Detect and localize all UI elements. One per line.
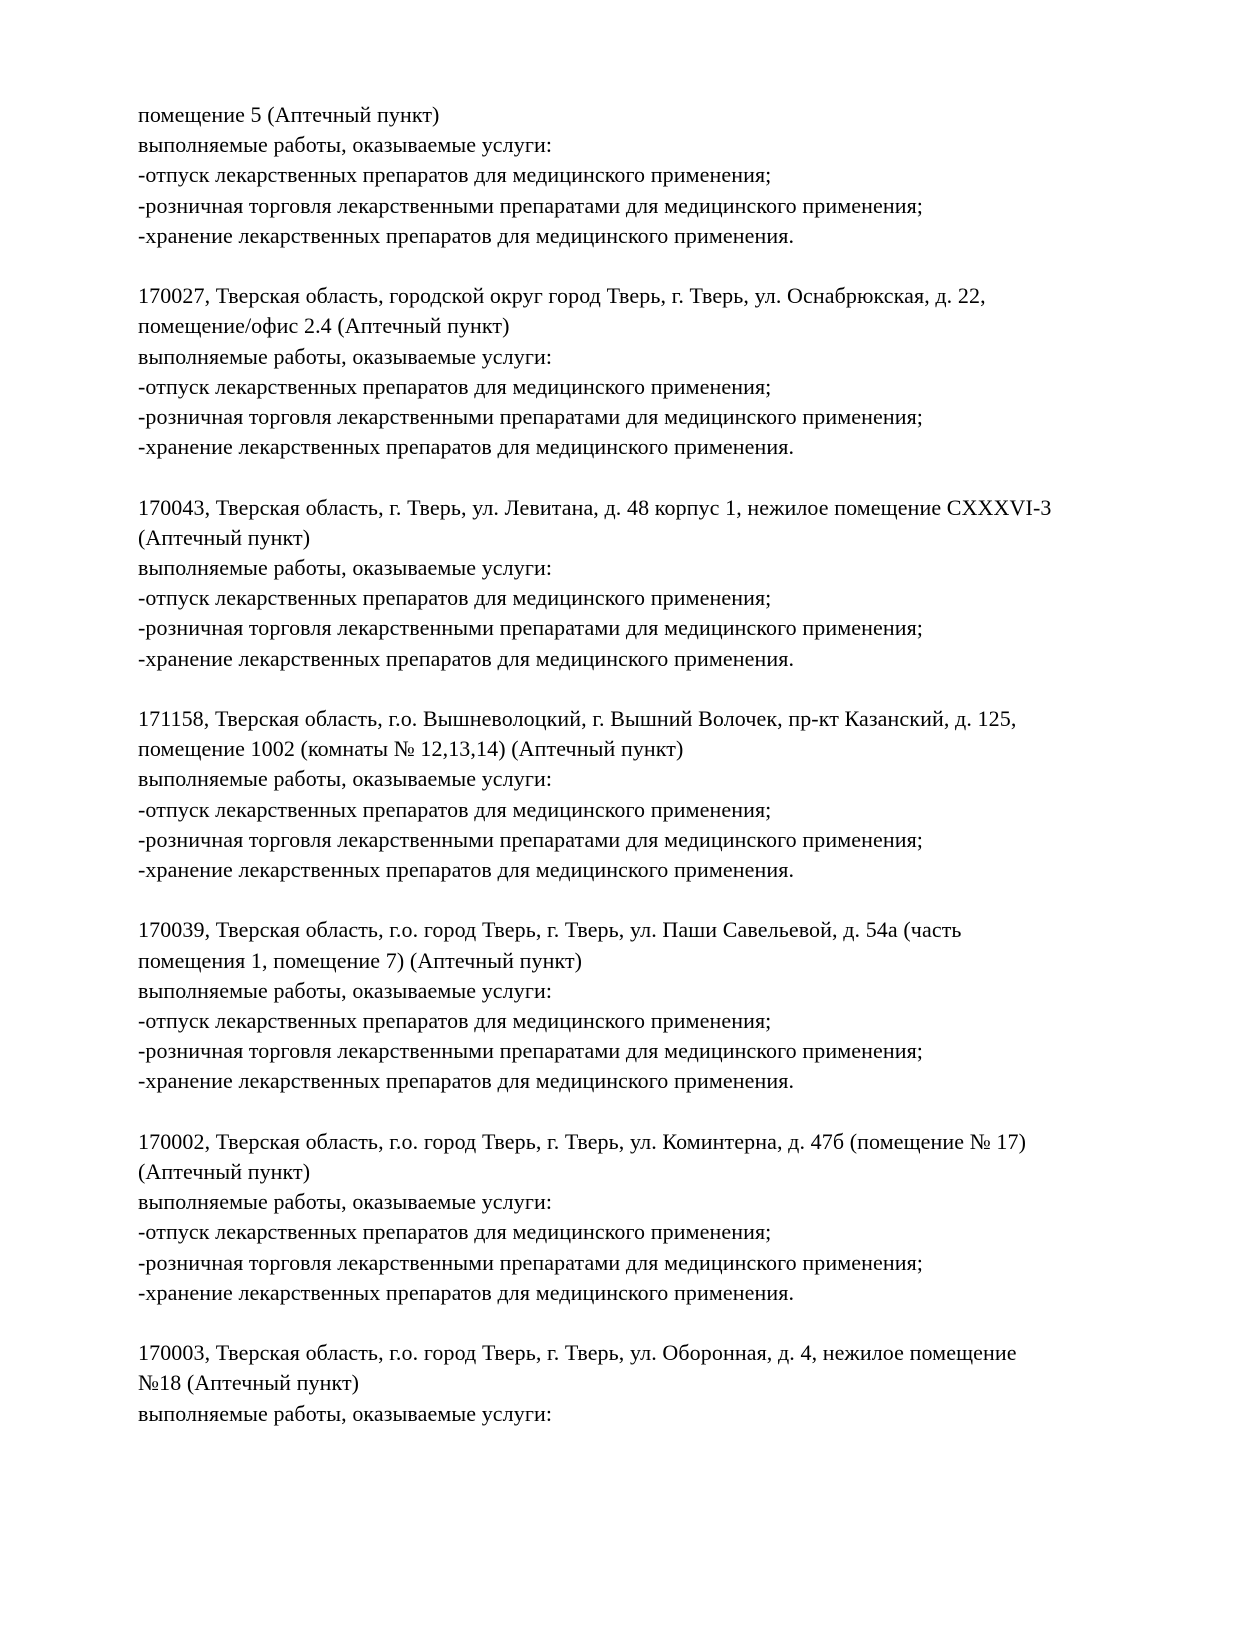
- license-address-entry: [138, 1338, 1148, 1429]
- service-line: -отпуск лекарственных препаратов для медицинского применения;: [138, 796, 772, 822]
- address-line: №18 (Аптечный пункт): [138, 1370, 360, 1396]
- service-line: -хранение лекарственных препаратов для медицинского применения.: [138, 857, 795, 883]
- address-line: 170027, Тверская область, городской округ город Тверь, г. Тверь, ул. Оснабрюкская, д. 22,: [138, 283, 986, 309]
- license-address-entry: [138, 100, 1148, 251]
- address-line: помещение 1002 (комнаты № 12,13,14) (Аптечный пункт): [138, 736, 684, 762]
- license-address-entry: [138, 915, 1148, 1096]
- service-line: -хранение лекарственных препаратов для медицинского применения.: [138, 222, 795, 248]
- service-line: -отпуск лекарственных препаратов для медицинского применения;: [138, 1219, 772, 1245]
- service-line: -хранение лекарственных препаратов для медицинского применения.: [138, 645, 795, 671]
- address-line: (Аптечный пункт): [138, 524, 311, 550]
- works-header-line: выполняемые работы, оказываемые услуги:: [138, 343, 553, 369]
- service-line: -розничная торговля лекарственными препаратами для медицинского применения;: [138, 404, 924, 430]
- address-line: помещение/офис 2.4 (Аптечный пункт): [138, 313, 510, 339]
- address-line: помещение 5 (Аптечный пункт): [138, 102, 440, 127]
- license-address-entry: [138, 1127, 1148, 1308]
- service-line: -отпуск лекарственных препаратов для медицинского применения;: [138, 1008, 772, 1034]
- service-line: -розничная торговля лекарственными препаратами для медицинского применения;: [138, 192, 924, 218]
- works-header-line: выполняемые работы, оказываемые услуги:: [138, 132, 553, 158]
- service-line: -отпуск лекарственных препаратов для медицинского применения;: [138, 373, 772, 399]
- service-line: -розничная торговля лекарственными препаратами для медицинского применения;: [138, 1249, 924, 1275]
- service-line: -розничная торговля лекарственными препаратами для медицинского применения;: [138, 826, 924, 852]
- service-line: -розничная торговля лекарственными препаратами для медицинского применения;: [138, 1038, 924, 1064]
- works-header-line: выполняемые работы, оказываемые услуги:: [138, 766, 553, 792]
- works-header-line: выполняемые работы, оказываемые услуги:: [138, 1189, 553, 1215]
- service-line: -отпуск лекарственных препаратов для медицинского применения;: [138, 162, 772, 188]
- license-address-entry: [138, 493, 1148, 674]
- address-line: (Аптечный пункт): [138, 1159, 311, 1185]
- address-line: 170002, Тверская область, г.о. город Тверь, г. Тверь, ул. Коминтерна, д. 47б (помещение № 17): [138, 1128, 1027, 1154]
- service-line: -отпуск лекарственных препаратов для медицинского применения;: [138, 585, 772, 611]
- address-line: 171158, Тверская область, г.о. Вышневолоцкий, г. Вышний Волочек, пр-кт Казанский, д. 125,: [138, 706, 1017, 732]
- service-line: -хранение лекарственных препаратов для медицинского применения.: [138, 1279, 795, 1305]
- works-header-line: выполняемые работы, оказываемые услуги:: [138, 555, 553, 581]
- service-line: -розничная торговля лекарственными препаратами для медицинского применения;: [138, 615, 924, 641]
- address-line: помещения 1, помещение 7) (Аптечный пункт): [138, 947, 583, 973]
- address-line: 170039, Тверская область, г.о. город Тверь, г. Тверь, ул. Паши Савельевой, д. 54а (часть: [138, 917, 962, 943]
- license-address-entry: [138, 704, 1148, 885]
- license-address-entry: [138, 281, 1148, 462]
- document-page: [138, 100, 1148, 1429]
- works-header-line: выполняемые работы, оказываемые услуги:: [138, 1400, 553, 1426]
- works-header-line: выполняемые работы, оказываемые услуги:: [138, 977, 553, 1003]
- address-line: 170003, Тверская область, г.о. город Тверь, г. Тверь, ул. Оборонная, д. 4, нежилое помещение: [138, 1340, 1017, 1366]
- address-line: 170043, Тверская область, г. Тверь, ул. Левитана, д. 48 корпус 1, нежилое помещение CXXXVI-3: [138, 494, 1052, 520]
- service-line: -хранение лекарственных препаратов для медицинского применения.: [138, 1068, 795, 1094]
- service-line: -хранение лекарственных препаратов для медицинского применения.: [138, 434, 795, 460]
